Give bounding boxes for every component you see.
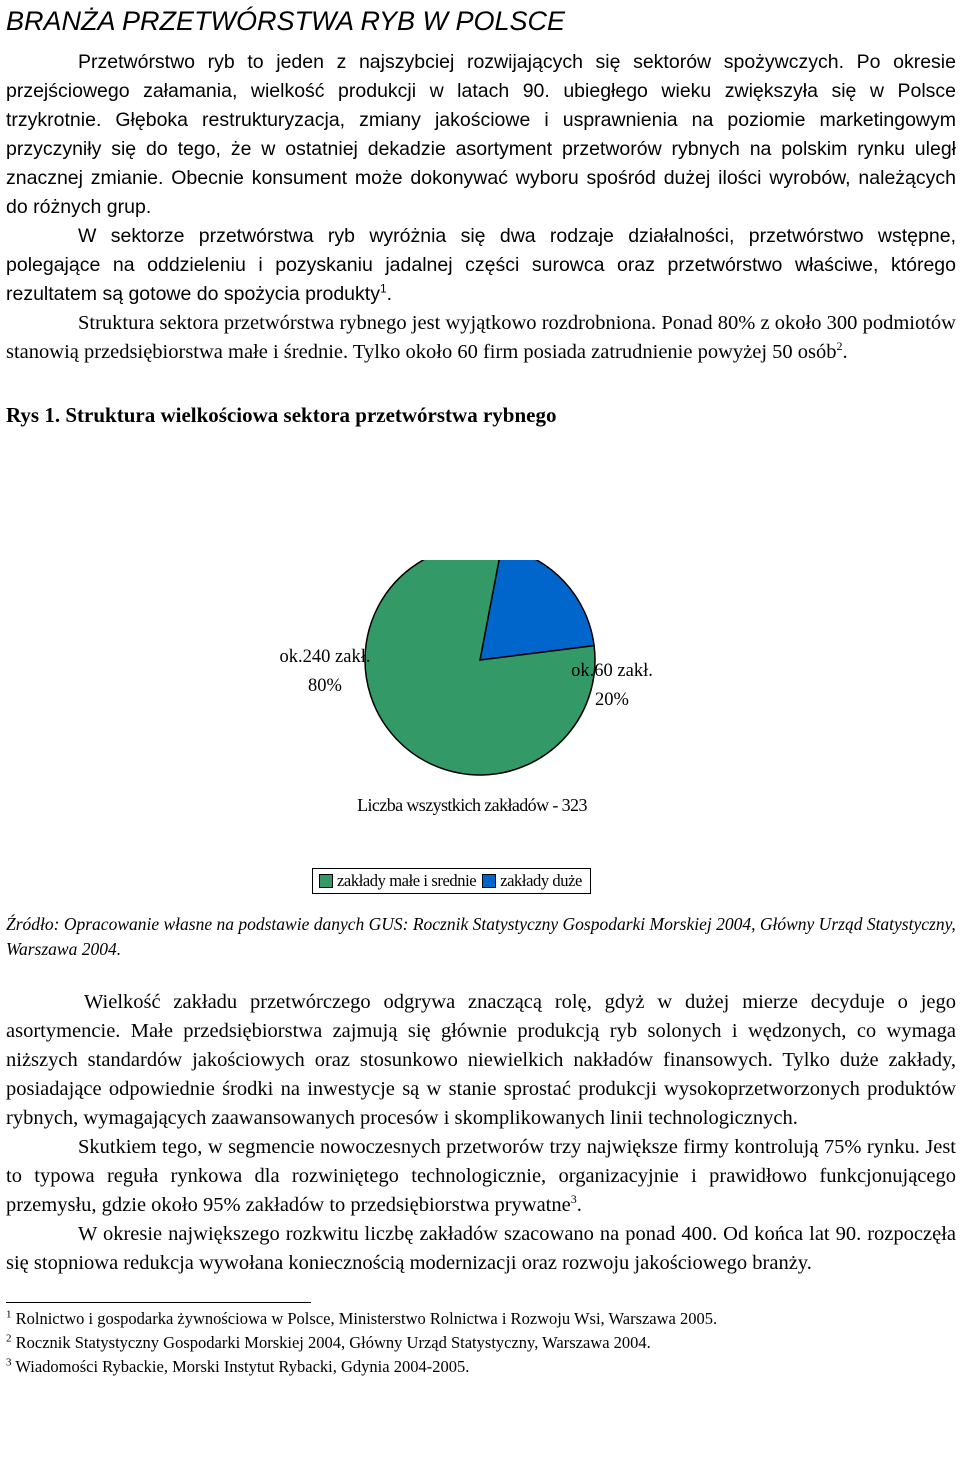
lower-content [6,912,956,1379]
paragraph-end: . [576,1194,582,1216]
footnote-text: Wiadomości Rybackie, Morski Instytut Rybacki, Gdynia 2004-2005. [15,1357,470,1376]
paragraph-market [6,1133,956,1220]
legend-label-large: zakłady duże [500,871,582,890]
footnote-3 [6,1355,956,1379]
legend-item-large [482,871,582,891]
slice-label-large-count: ok.240 zakł. [279,647,371,667]
document-page [6,0,956,429]
footnote-ref-1: 1 [379,281,387,296]
paragraph-history: W okresie największego rozkwitu liczbę zakładów szacowano na ponad 400. Od końca lat 90. rozpoczęła się stopniowa redukcja wywołana koniecznością modernizacji oraz rozwoju jakościowego branży. [6,1223,956,1274]
footnote-1 [6,1307,956,1331]
paragraph-plant-size: Wielkość zakładu przetwórczego odgrywa znaczącą rolę, gdyż w dużej mierze decyduje o jego asortymencie. Małe przedsiębiorstwa zajmują się głównie produkcją ryb solonych i wędzonych, co wymaga niższych standardów jakościowych oraz stosunkowo niewielkich nakładów finansowych. Tylko duże zakłady, posiadające odpowiednie środki na inwestycje są w stanie sprostać produkcji wysokoprzetworzonych produktów rybnych, wymagających zaawansowanych procesów i skomplikowanych linii technologicznych. [6,991,956,1129]
footnote-ref-2: 2 [836,339,843,354]
paragraph-text: W sektorze przetwórstwa ryb wyróżnia się dwa rodzaje działalności, przetwórstwo wstępne, polegające na oddzieleniu i pozyskaniu jadalnej części surowca oraz przetwórstwo właściwe, którego rezultatem są gotowe do spożycia produkty [6,225,956,305]
intro-paragraph: Przetwórstwo ryb to jeden z najszybciej rozwijających się sektorów spożywczych. Po okresie przejściowego załamania, wielkość produkcji w latach 90. ubiegłego wieku zwiększyła się w Polsce trzykrotnie. Głęboka restrukturyzacja, zmiany jakościowe i usprawnienia na poziomie marketingowym przyczyniły się do tego, że w ostatniej dekadzie asortyment przetworów rybnych na polskim rynku uległ znacznej zmianie. Obecnie konsument może dokonywać wyboru spośród dużej ilości wyrobów, należących do różnych grup. [6,51,956,218]
footnote-text: Rocznik Statystyczny Gospodarki Morskiej 2004, Główny Urząd Statystyczny, Warszawa 2004. [15,1333,651,1352]
footnote-ref-3: 3 [570,1192,577,1207]
footnotes [6,1307,956,1379]
slice-label-small-count: ok.60 zakł. [571,661,653,681]
paragraph-end: . [842,341,848,363]
legend-item-small [319,871,476,891]
paragraph-text: Struktura sektora przetwórstwa rybnego jest wyjątkowo rozdrobniona. Ponad 80% z około 300 podmiotów stanowią przedsiębiorstwa małe i średnie. Tylko około 60 firm posiada zatrudnienie powyżej 50 osób [6,312,956,363]
legend-label-small: zakłady małe i srednie [337,871,477,890]
paragraph-processing-types [6,222,956,309]
footnote-number: 1 [6,1308,12,1321]
pie-chart [0,560,960,920]
pie-slice-large [480,560,594,660]
slice-label-small-percent: 20% [595,690,629,710]
footnote-2 [6,1331,956,1355]
figure-source: Źródło: Opracowanie własne na podstawie danych GUS: Rocznik Statystyczny Gospodarki Morskiej 2004, Główny Urząd Statystyczny, Warszawa 2004. [6,914,956,959]
footnote-text: Rolnictwo i gospodarka żywnościowa w Polsce, Ministerstwo Rolnictwa i Rozwoju Wsi, Warszawa 2005. [15,1309,718,1328]
legend-swatch-blue [482,874,496,888]
figure-caption: Rys 1. Struktura wielkościowa sektora przetwórstwa rybnego [6,403,557,427]
paragraph-end: . [386,283,393,305]
footnote-number: 3 [6,1356,12,1369]
footnote-number: 2 [6,1332,12,1345]
page-title: BRANŻA PRZETWÓRSTWA RYB W POLSCE [6,6,566,36]
slice-label-large-percent: 80% [308,676,342,696]
paragraph-structure [6,309,956,367]
footnote-separator [6,1302,311,1303]
legend-swatch-green [319,874,333,888]
chart-legend [312,868,591,894]
chart-subtitle: Liczba wszystkich zakładów - 323 [357,795,587,815]
paragraph-text: Skutkiem tego, w segmencie nowoczesnych przetworów trzy największe firmy kontrolują 75% rynku. Jest to typowa reguła rynkowa dla rozwiniętego technologicznie, organizacyjnie i prawidłowo funkcjonującego przemysłu, gdzie około 95% zakładów to przedsiębiorstwa prywatne [6,1136,956,1216]
